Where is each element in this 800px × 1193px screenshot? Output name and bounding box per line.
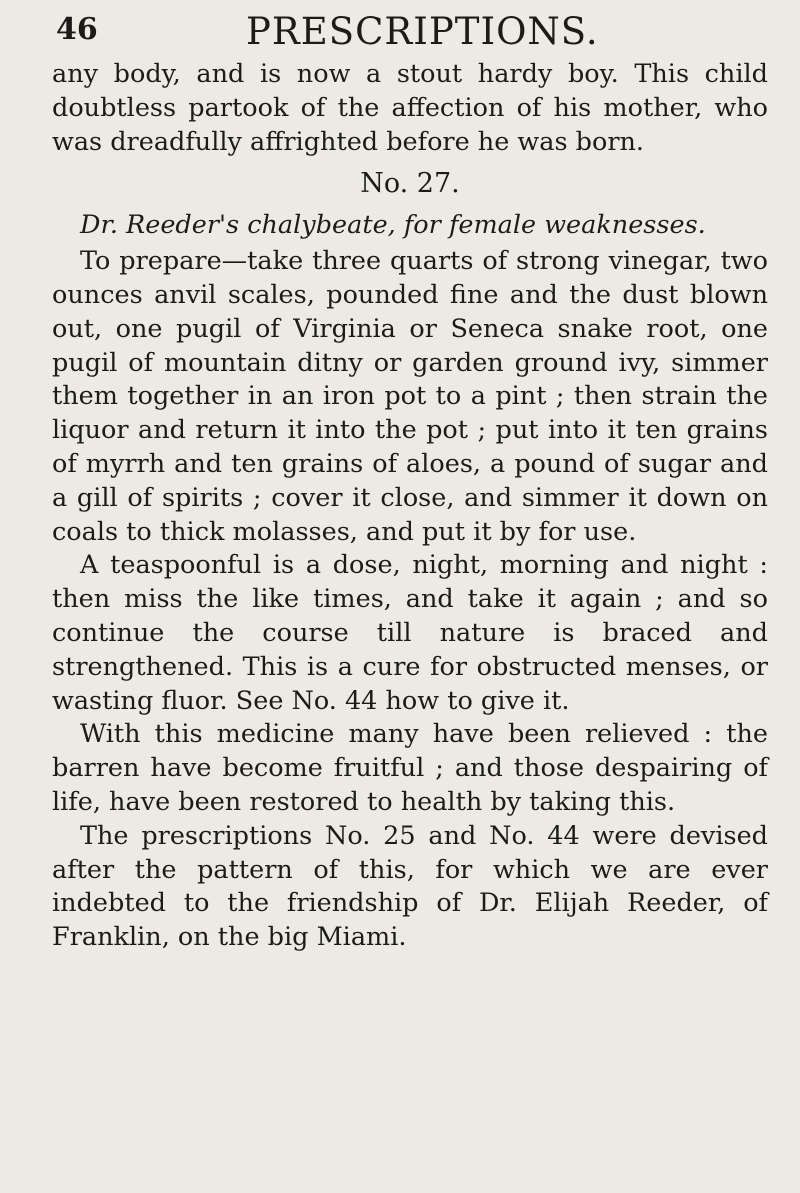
continuation-paragraph: any body, and is now a stout hardy boy. This child doubtless partook of the affection of his mother, who was dreadfully affrighted before he was born.: [52, 59, 768, 157]
running-head: PRESCRIPTIONS.: [246, 10, 599, 53]
dosage-paragraph: A teaspoonful is a dose, night, morning and night : then miss the like times, and take it again ; and so continue the course till nature is braced and strengthened. This is a cure for obstructed menses, or wasting fluor. See No. 44 how to give it.: [52, 550, 768, 716]
page-number: 46: [56, 12, 98, 47]
attribution-paragraph: The prescriptions No. 25 and No. 44 were devised after the pattern of this, for which we are ever indebted to the friendship of Dr. Elijah Reeder, of Franklin, on the big Miami.: [52, 820, 768, 953]
recipe-title: Dr. Reeder's chalybeate, for female weaknesses.: [80, 210, 706, 241]
recipe-number: No. 27.: [360, 168, 460, 200]
testimony-paragraph: With this medicine many have been relieved : the barren have become fruitful ; and those despairing of life, have been restored to health by taking this.: [52, 719, 768, 817]
page-header: [0, 10, 800, 56]
preparation-paragraph: To prepare—take three quarts of strong vinegar, two ounces anvil scales, pounded fine and the dust blown out, one pugil of Virginia or Seneca snake root, one pugil of mountain ditny or garden ground ivy, simmer them together in an iron pot to a pint ; then strain the liquor and return it into the pot ; put into it ten grains of myrrh and ten grains of aloes, a pound of sugar and a gill of spirits ; cover it close, and simmer it down on coals to thick molasses, and put it by for use.: [52, 246, 768, 547]
page-body: [52, 58, 768, 955]
